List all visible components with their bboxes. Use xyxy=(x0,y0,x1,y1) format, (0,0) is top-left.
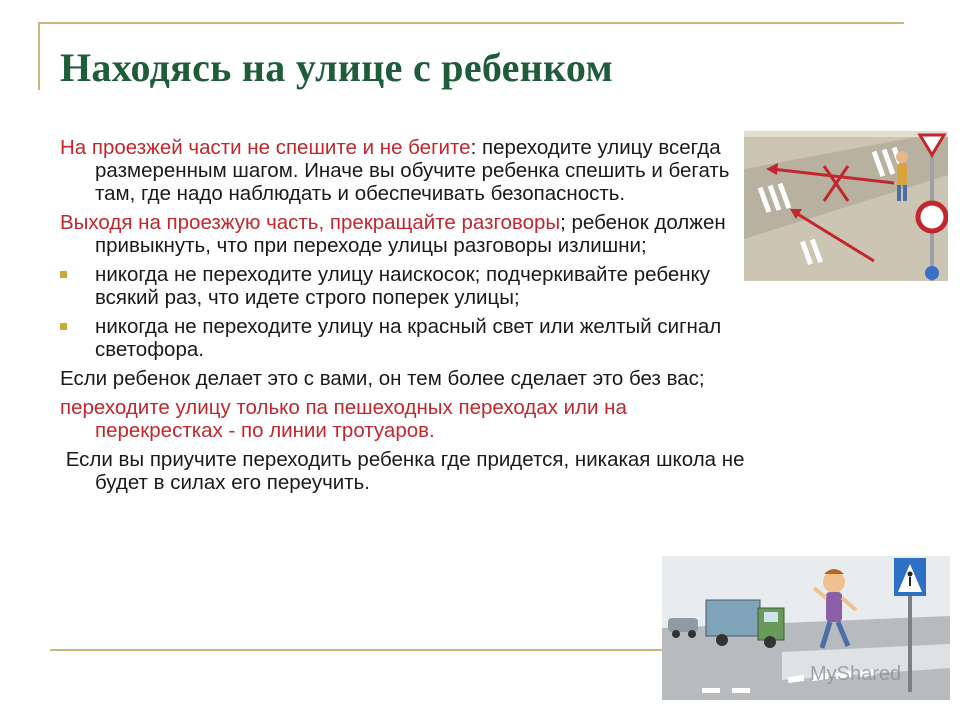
street-crossing-illustration xyxy=(662,556,950,700)
paragraph-text: ; ребенок должен привыкнуть, что при переходе улицы разговоры излишни; xyxy=(95,211,726,257)
paragraph-highlight: Выходя на проезжую часть, прекращайте разговоры xyxy=(60,211,561,234)
paragraph-crosswalk-only: переходите улицу только па пешеходных переходах или на перекрестках - по линии тротуаров. xyxy=(60,396,627,442)
paragraph-habit: Если вы приучите переходить ребенка где придется, никакая школа не будет в силах его переучить. xyxy=(60,448,751,494)
slide-body xyxy=(60,136,760,500)
bullet-square-icon xyxy=(60,271,67,278)
bullet-item-red-light xyxy=(60,315,760,361)
slide-title: Находясь на улице с ребенком xyxy=(60,45,613,90)
bullet-text: никогда не переходите улицу на красный свет или желтый сигнал светофора. xyxy=(95,315,722,361)
paragraph-no-talking xyxy=(60,211,760,257)
paragraph-text: : переходите улицу всегда размеренным шагом. Иначе вы обучите ребенка спешить и бегать там, где надо наблюдать и обеспечивать безопасность. xyxy=(95,136,730,205)
bullet-square-icon xyxy=(60,323,67,330)
frame-top-line xyxy=(38,22,904,24)
bullet-item-diagonal xyxy=(60,263,760,309)
paragraph-no-rushing xyxy=(60,136,760,205)
paragraph-example: Если ребенок делает это с вами, он тем более сделает это без вас; xyxy=(60,367,705,390)
paragraph-highlight: На проезжей части не спешите и не бегите xyxy=(60,136,471,159)
diagonal-crossing-illustration xyxy=(744,131,948,281)
frame-left-line xyxy=(38,22,40,90)
bullet-text: никогда не переходите улицу наискосок; подчеркивайте ребенку всякий раз, что идете строго поперек улицы; xyxy=(95,263,710,309)
watermark: MyShared xyxy=(810,663,902,685)
